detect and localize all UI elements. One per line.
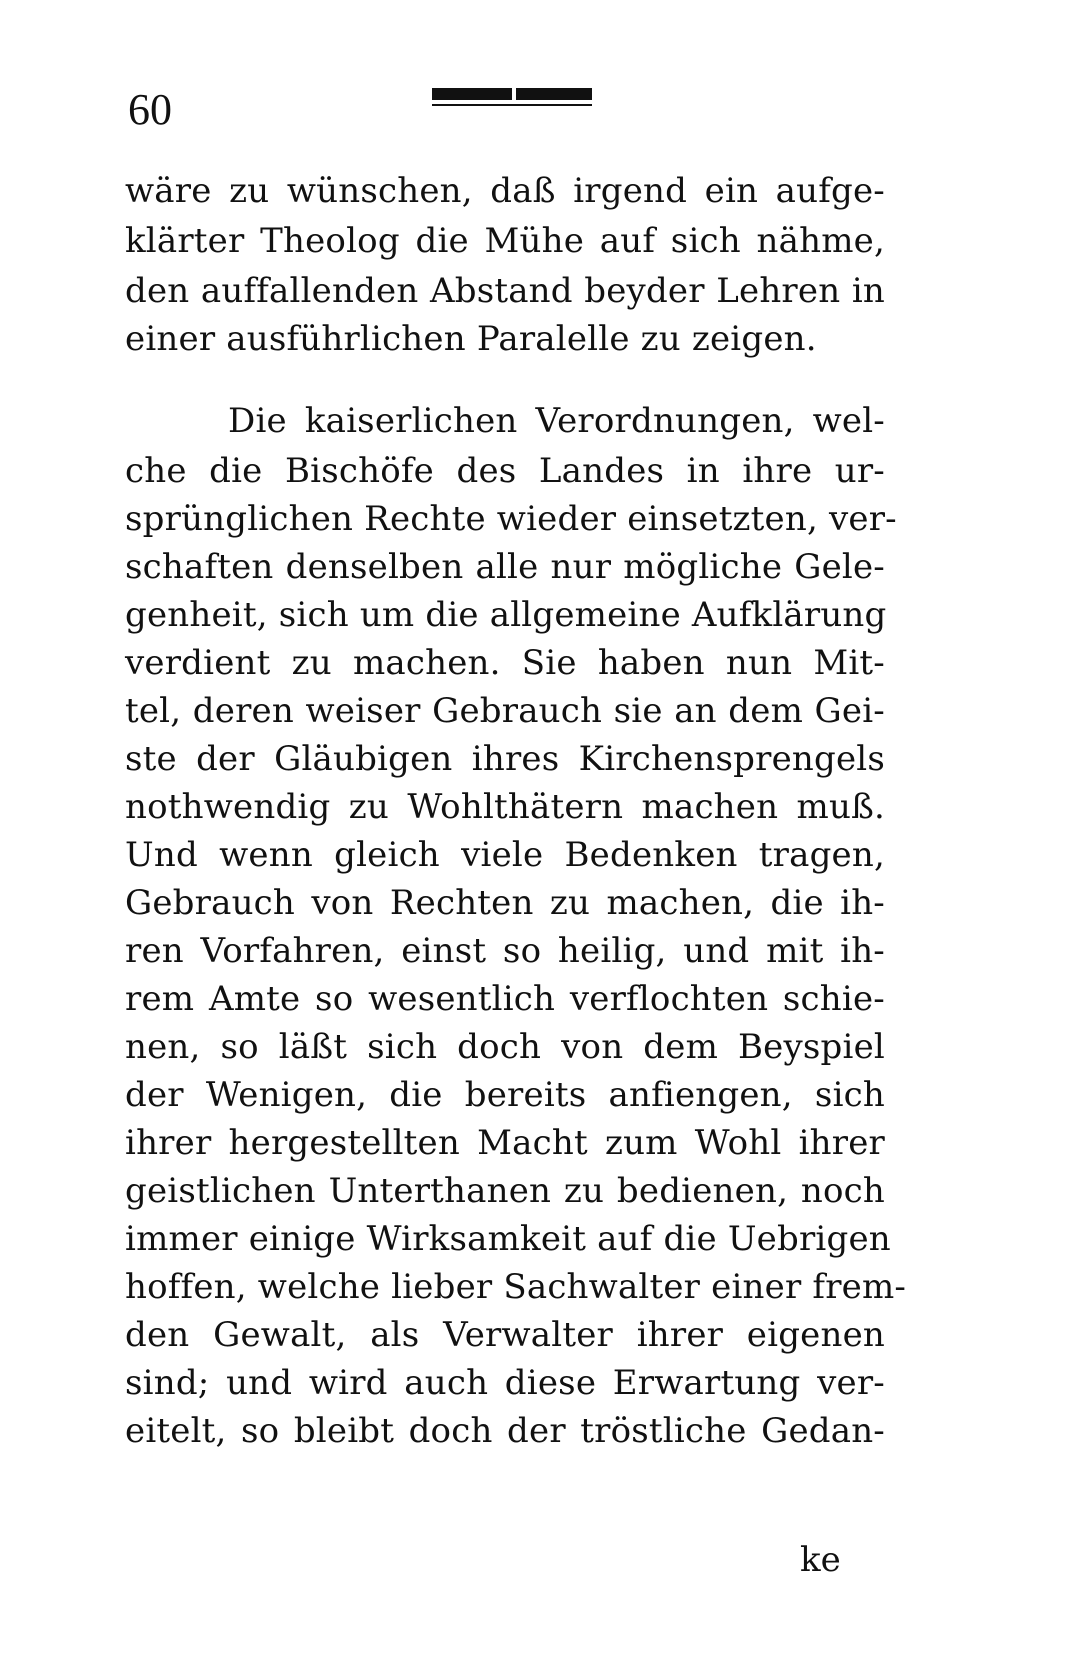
text-line: immer einige Wirksamkeit auf die Uebrigen	[125, 1219, 891, 1259]
text-line: tel, deren weiser Gebrauch sie an dem Gei-	[125, 691, 885, 731]
text-line: rem Amte so wesentlich verflochten schie-	[125, 979, 885, 1019]
text-line: verdient zu machen. Sie haben nun Mit-	[125, 643, 885, 683]
page-number: 60	[128, 85, 172, 134]
text-line: genheit, sich um die allgemeine Aufklärung	[125, 595, 887, 635]
text-line: den Gewalt, als Verwalter ihrer eigenen	[125, 1315, 885, 1355]
text-line: wäre zu wünschen, daß irgend ein aufge-	[125, 171, 885, 211]
catchword: ke	[800, 1540, 841, 1580]
text-line: ihrer hergestellten Macht zum Wohl ihrer	[125, 1123, 885, 1163]
text-line: ren Vorfahren, einst so heilig, und mit ih-	[125, 931, 885, 971]
text-line: sprünglichen Rechte wieder einsetzten, ver-	[125, 499, 897, 539]
text-line: der Wenigen, die bereits anfiengen, sich	[125, 1075, 885, 1115]
text-line: klärter Theolog die Mühe auf sich nähme,	[125, 221, 885, 261]
text-line: che die Bischöfe des Landes in ihre ur-	[125, 451, 885, 491]
text-line: ste der Gläubigen ihres Kirchensprengels	[125, 739, 885, 779]
text-line: nothwendig zu Wohlthätern machen muß.	[125, 787, 885, 827]
text-line: nen, so läßt sich doch von dem Beyspiel	[125, 1027, 885, 1067]
text-line: Und wenn gleich viele Bedenken tragen,	[125, 835, 885, 875]
text-line: Gebrauch von Rechten zu machen, die ih-	[125, 883, 885, 923]
text-line: schaften denselben alle nur mögliche Gele-	[125, 547, 885, 587]
text-line: sind; und wird auch diese Erwartung ver-	[125, 1363, 885, 1403]
text-line: Die kaiserlichen Verordnungen, wel-	[228, 401, 885, 441]
header-ornament	[432, 88, 592, 108]
text-line: hoffen, welche lieber Sachwalter einer frem-	[125, 1267, 907, 1307]
text-line: geistlichen Unterthanen zu bedienen, noch	[125, 1171, 885, 1211]
text-line: den auffallenden Abstand beyder Lehren in	[125, 271, 885, 311]
text-line: eitelt, so bleibt doch der tröstliche Gedan-	[125, 1411, 885, 1451]
text-line: einer ausführlichen Paralelle zu zeigen.	[125, 319, 817, 359]
